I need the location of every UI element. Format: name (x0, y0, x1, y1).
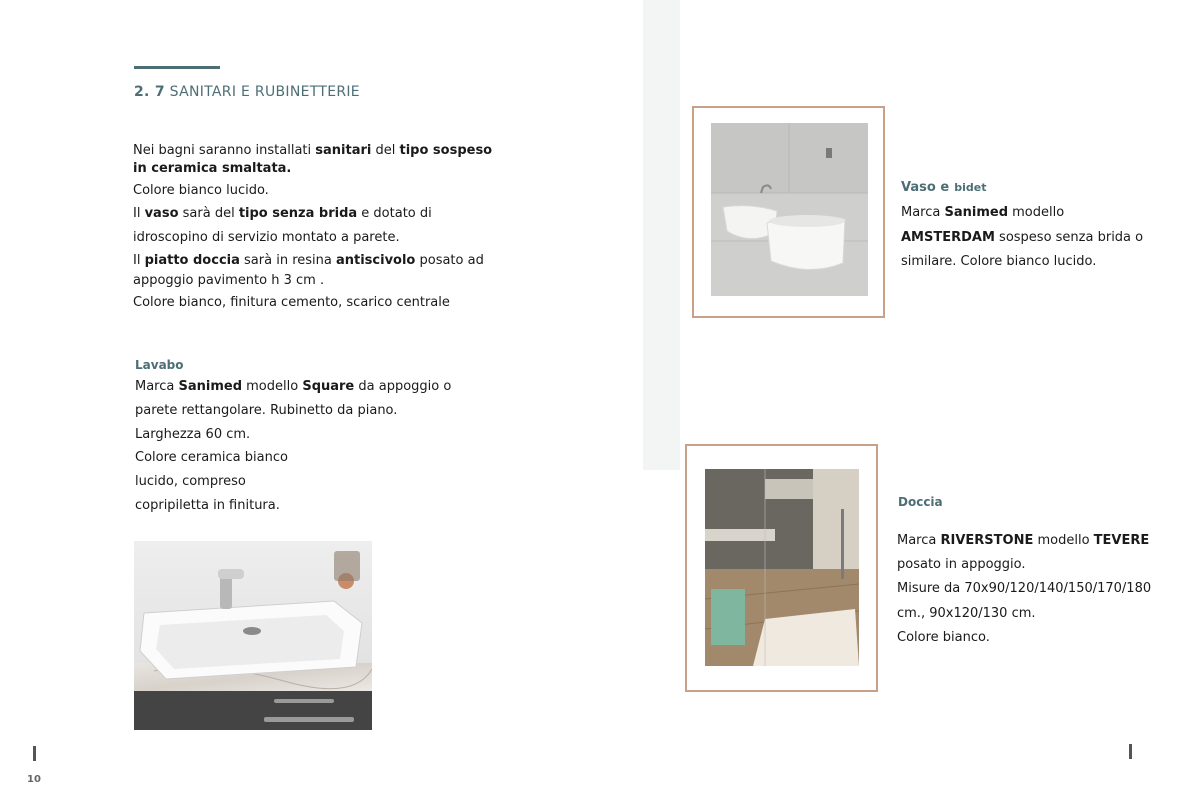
text-segment: Colore bianco, finitura cemento, scarico centrale (133, 295, 450, 310)
bold-text-segment: in ceramica smaltata. (133, 161, 292, 176)
section-title-text: SANITARI E RUBINETTERIE (169, 84, 360, 100)
text-segment: Colore bianco lucido. (133, 183, 269, 198)
text-segment: sarà in resina (239, 253, 336, 268)
text-segment: del (371, 143, 400, 158)
lavabo-heading: Lavabo (135, 358, 184, 372)
text-segment: parete rettangolare. Rubinetto da piano. (135, 403, 398, 418)
text-segment: similare. Colore bianco lucido. (901, 254, 1097, 269)
bold-text-segment: vaso (144, 206, 179, 221)
lavabo-photo (134, 541, 372, 730)
text-segment: modello (242, 379, 303, 394)
doccia-heading: Doccia (898, 495, 943, 509)
lavabo-line-2 (135, 404, 397, 417)
vaso-bidet-photo (711, 123, 868, 296)
doccia-line-4 (897, 607, 1036, 620)
text-segment: da appoggio o (354, 379, 452, 394)
intro-line-5 (133, 231, 400, 244)
section-rule (134, 66, 220, 69)
left-page-tick (33, 746, 36, 761)
intro-line-4 (133, 207, 432, 220)
text-segment: Colore bianco. (897, 630, 990, 645)
doccia-photo (705, 469, 859, 666)
page-gutter-band (643, 0, 680, 470)
intro-line-3 (133, 184, 269, 197)
text-segment: Colore ceramica bianco (135, 450, 288, 465)
vaso-line-3 (901, 255, 1096, 268)
text-segment: idroscopino di servizio montato a parete. (133, 230, 400, 245)
vaso-heading-main: Vaso e (901, 180, 950, 195)
intro-line-6 (133, 254, 484, 267)
text-segment: Il (133, 206, 145, 221)
lavabo-line-5 (135, 475, 246, 488)
bold-text-segment: piatto doccia (144, 253, 240, 268)
intro-line-8 (133, 296, 450, 309)
text-segment: appoggio pavimento h 3 cm . (133, 273, 325, 288)
text-segment: copripiletta in finitura. (135, 498, 280, 513)
bold-text-segment: Sanimed (944, 205, 1009, 220)
page-number: 10 (27, 774, 41, 785)
bold-text-segment: tipo senza brida (238, 206, 358, 221)
vaso-heading-sub: bidet (954, 181, 987, 194)
text-segment: Marca (897, 533, 941, 548)
section-number: 2. 7 (134, 84, 165, 100)
bold-text-segment: tipo sospeso (399, 143, 493, 158)
vaso-line-1 (901, 206, 1064, 219)
bold-text-segment: Square (302, 379, 355, 394)
text-segment: Nei bagni saranno installati (133, 143, 316, 158)
lavabo-line-6 (135, 499, 280, 512)
intro-line-1 (133, 144, 492, 157)
text-segment: posato ad (415, 253, 484, 268)
doccia-line-5 (897, 631, 990, 644)
text-segment: Il (133, 253, 145, 268)
text-segment: modello (1033, 533, 1094, 548)
text-segment: sarà del (178, 206, 239, 221)
intro-line-2 (133, 162, 291, 175)
section-title (134, 84, 360, 100)
bold-text-segment: TEVERE (1093, 533, 1150, 548)
vaso-line-2 (901, 231, 1143, 244)
bold-text-segment: sanitari (315, 143, 372, 158)
text-segment: lucido, compreso (135, 474, 246, 489)
text-segment: Marca (135, 379, 179, 394)
text-segment: Larghezza 60 cm. (135, 427, 251, 442)
lavabo-line-3 (135, 428, 250, 441)
lavabo-line-1 (135, 380, 451, 393)
vaso-heading (901, 176, 986, 195)
right-page-tick (1129, 744, 1132, 759)
text-segment: modello (1008, 205, 1065, 220)
bold-text-segment: AMSTERDAM (901, 230, 995, 245)
text-segment: cm., 90x120/130 cm. (897, 606, 1036, 621)
bold-text-segment: RIVERSTONE (940, 533, 1034, 548)
doccia-line-1 (897, 534, 1149, 547)
text-segment: Marca (901, 205, 945, 220)
doccia-line-2 (897, 558, 1026, 571)
text-segment: Misure da 70x90/120/140/150/170/180 (897, 581, 1152, 596)
lavabo-line-4 (135, 451, 288, 464)
intro-line-7 (133, 274, 324, 287)
bold-text-segment: Sanimed (178, 379, 243, 394)
text-segment: e dotato di (357, 206, 432, 221)
doccia-line-3 (897, 582, 1151, 595)
bold-text-segment: antiscivolo (335, 253, 416, 268)
text-segment: posato in appoggio. (897, 557, 1026, 572)
text-segment: sospeso senza brida o (994, 230, 1144, 245)
